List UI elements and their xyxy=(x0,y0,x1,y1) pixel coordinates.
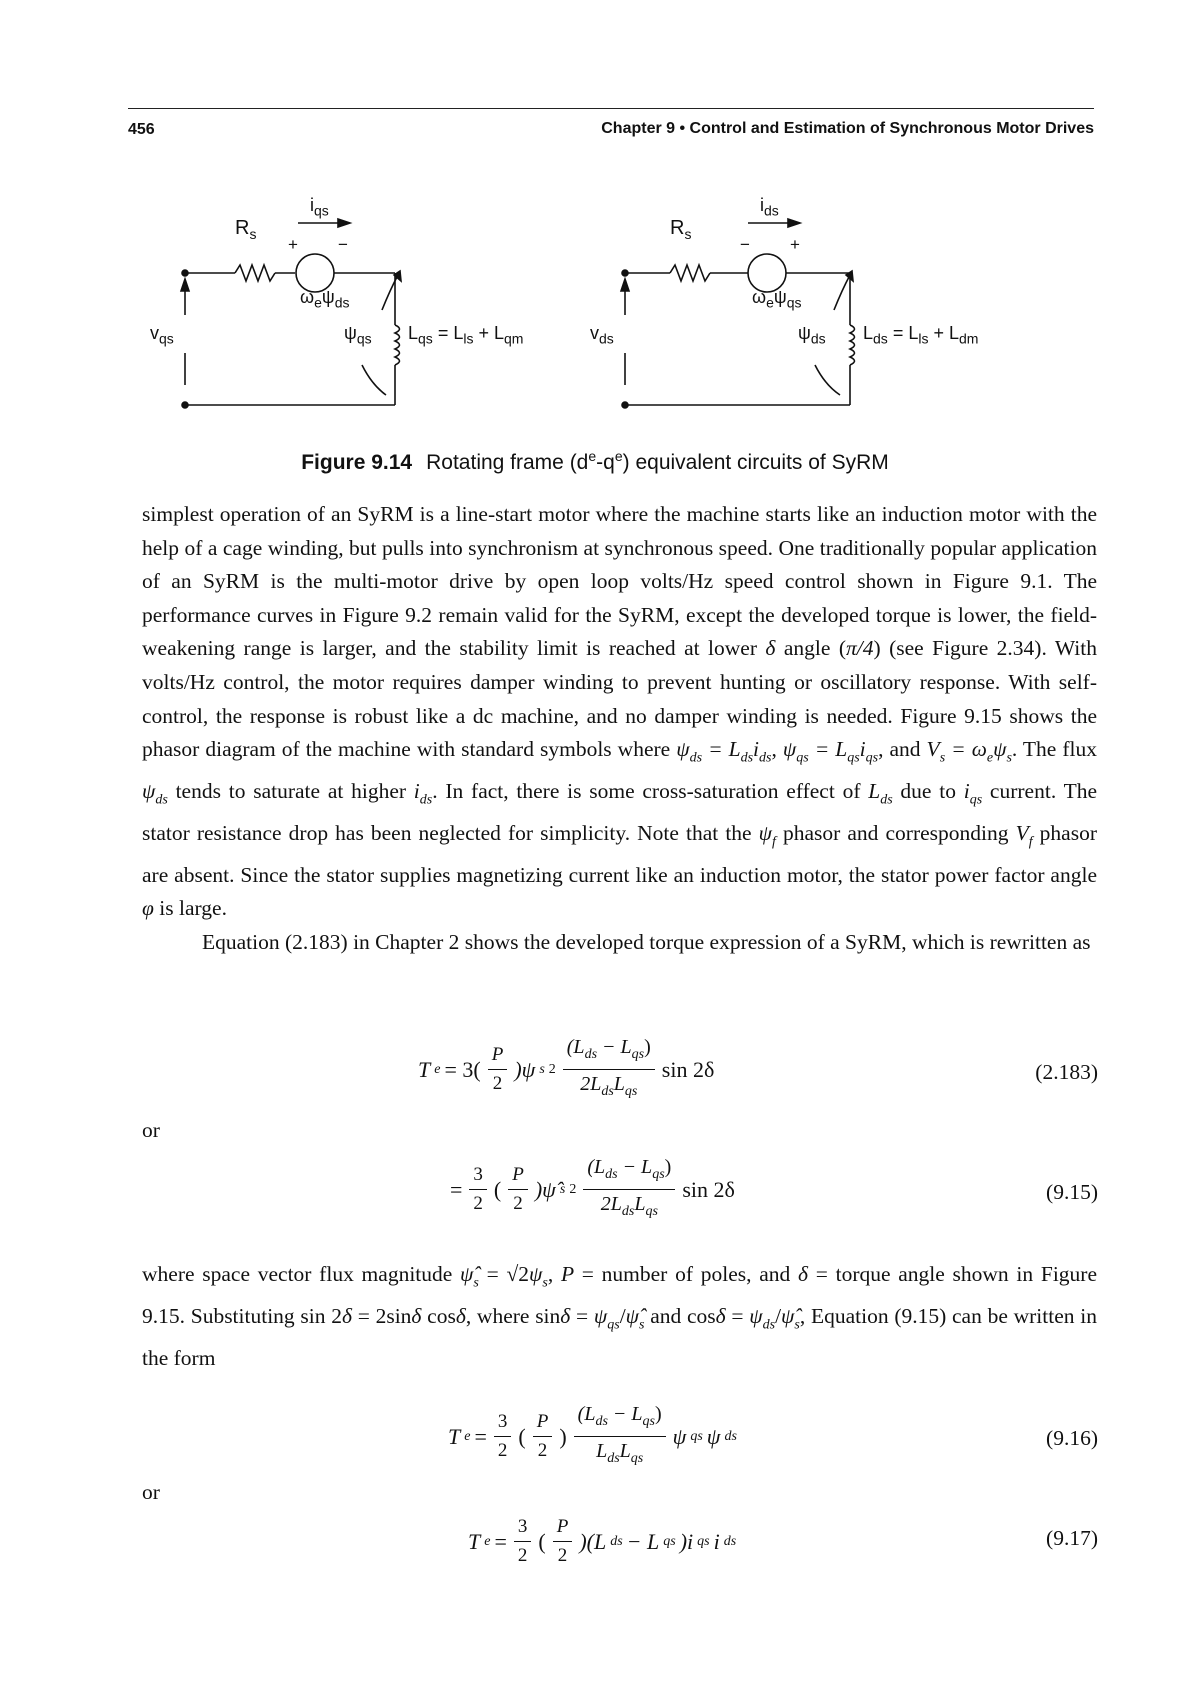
header-rule xyxy=(128,108,1094,109)
inductor-lqs xyxy=(395,325,400,365)
equation-916: T e = $\frac{3}{2}$ ( $\frac{P}{2}$ ) $\frac{(L_{ds} - L_{qs})}{L_{ds}L_{qs}}$ ψ qs ψ ds xyxy=(448,1403,737,1466)
label-source: $\omega_e\psi_{ds}$ xyxy=(300,287,350,311)
svg-text:−: − xyxy=(338,235,348,254)
or-2: or xyxy=(142,1480,160,1504)
body-text xyxy=(142,498,1097,960)
equation-number-916: (9.16) xyxy=(1046,1426,1098,1450)
circuit-qs xyxy=(181,219,401,408)
label-lds: $L_{ds} = L_{ls} + L_{dm}$ xyxy=(863,323,979,347)
equation-number-915: (9.15) xyxy=(1046,1180,1098,1204)
arrow-up-icon xyxy=(181,279,189,291)
svg-text:−: − xyxy=(740,235,750,254)
equation-915: = $\frac{3}{2}$ ( $\frac{P}{2}$ )ψ̂ s 2 $\frac{(L_{ds} - L_{qs})}{2L_{ds}L_{qs}}$ sin 2δ xyxy=(450,1156,735,1219)
body-text-2 xyxy=(142,1258,1097,1375)
label-vqs: $v_{qs}$ xyxy=(150,323,174,347)
paragraph-1: simplest operation of an SyRM is a line-start motor where the machine starts like an induction motor with the help of a cage winding, but pulls into synchronism at synchronous speed. One traditionally popular application of an SyRM is the multi-motor drive by open loop volts/Hz speed control shown in Figure 9.1. The performance curves in Figure 9.2 remain valid for the SyRM, except the developed torque is lower, the field-weakening range is larger, and the stability limit is reached at lower δ angle (π/4) (see Figure 2.34). With volts/Hz control, the motor requires damper winding to prevent hunting or oscillatory response. With self-control, the response is robust like a dc machine, and no damper winding is needed. Figure 9.15 shows the phasor diagram of the machine with standard symbols where $\psi_{ds} = L_{ds}i_{ds}$, $\psi_{qs} = L_{qs}i_{qs}$, and $V_s = \omega_e\psi_s$. The flux $\psi_{ds}$ tends to saturate at higher $i_{ds}$. In fact, there is some cross-saturation effect of $L_{ds}$ due to $i_{qs}$ current. The stator resistance drop has been neglected for simplicity. Note that the $\psi_f$ phasor and corresponding $V_f$ phasor are absent. Since the stator supplies magnetizing current like an induction motor, the stator power factor angle φ is large. xyxy=(142,502,1098,921)
running-head: Chapter 9 • Control and Estimation of Synchronous Motor Drives xyxy=(601,120,1094,137)
label-psi-ds: $\psi_{ds}$ xyxy=(798,323,826,347)
arrow-right-icon xyxy=(788,219,800,227)
svg-text:+: + xyxy=(790,235,800,254)
label-vds: $v_{ds}$ xyxy=(590,323,614,347)
inductor-lds xyxy=(850,325,855,365)
label-source: $\omega_e\psi_{qs}$ xyxy=(752,287,802,311)
arrow-up-icon xyxy=(621,279,629,291)
equation-number-2183: (2.183) xyxy=(1035,1060,1098,1084)
figure-circuits xyxy=(150,195,1100,445)
svg-text:+: + xyxy=(288,235,298,254)
label-ids: $i_{ds}$ xyxy=(760,195,779,219)
or-1: or xyxy=(142,1118,160,1142)
label-iqs: $i_{qs}$ xyxy=(310,195,329,219)
label-psi-qs: $\psi_{qs}$ xyxy=(344,323,372,347)
circuit-ds xyxy=(621,219,855,408)
equation-917: T e = $\frac{3}{2}$ ( $\frac{P}{2}$ )(L ds − L qs )i qs i ds xyxy=(468,1516,737,1566)
equation-number-917: (9.17) xyxy=(1046,1526,1098,1550)
page-number: 456 xyxy=(128,121,155,138)
paragraph-3: where space vector flux magnitude $\psî_s = √2\psi_s$, P = number of poles, and δ = torque angle shown in Figure 9.15. Substituting sin 2δ = 2sinδ cosδ, where $\sin\delta = \psi_{qs}/\psî_s$ and $\cos\delta = \psi_{ds}/\psî_s$, Equation (9.15) can be written in the form xyxy=(142,1262,1098,1370)
resistor-rs xyxy=(670,265,710,281)
label-rs: $R_s$ xyxy=(670,217,692,242)
terminal-dot xyxy=(182,402,188,408)
figure-caption: Figure 9.14 Rotating frame $(d^e-q^e)$ equivalent circuits of SyRM xyxy=(301,448,889,474)
label-lqs: $L_{qs} = L_{ls} + L_{qm}$ xyxy=(408,323,524,347)
paragraph-2: Equation (2.183) in Chapter 2 shows the developed torque expression of a SyRM, which is rewritten as xyxy=(202,930,1091,955)
equation-2183: T e = 3( $\frac{P}{2}$ )ψ s 2 $\frac{(L_{ds} - L_{qs})}{2L_{ds}L_{qs}}$ sin 2δ xyxy=(418,1036,715,1099)
figure-label: Figure 9.14 xyxy=(301,451,413,474)
resistor-rs xyxy=(235,265,275,281)
arrow-right-icon xyxy=(338,219,350,227)
curved-arrow-icon xyxy=(834,275,850,310)
label-rs: $R_s$ xyxy=(235,217,257,242)
equivalent-circuit-diagram xyxy=(150,195,1100,445)
